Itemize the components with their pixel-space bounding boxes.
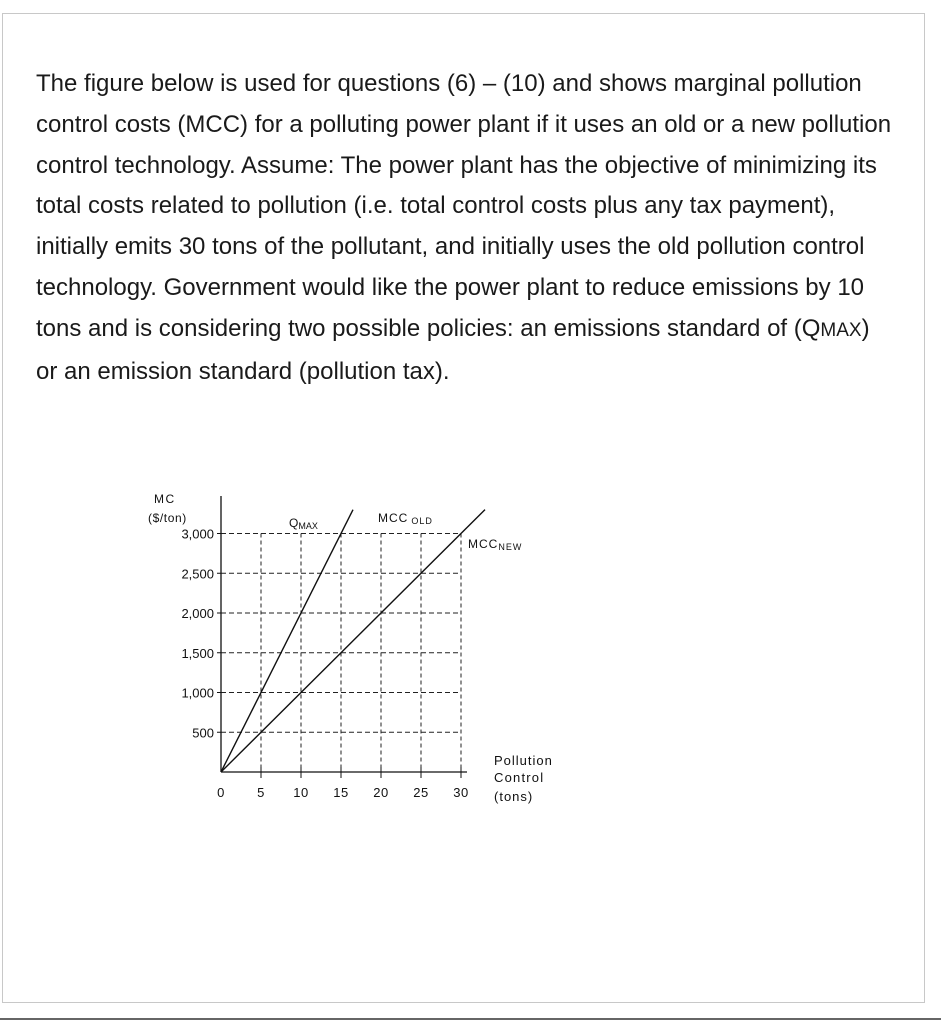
y-tick-label: 1,500 <box>181 645 214 661</box>
x-tick-label: 0 <box>217 785 225 800</box>
x-tick-label: 10 <box>293 785 309 800</box>
qmax-annotation <box>289 516 318 531</box>
bottom-rule <box>0 1018 941 1020</box>
question-main-text: The figure below is used for questions (6) – (10) and shows marginal pollution control costs (MCC) for a polluting power plant if it uses an old or a new pollution control technology. Assume: The power plant has the objective of minimizing its total costs related to pollution (i.e. total control costs plus any tax payment), initially emits 30 tons of the pollutant, and initially uses the old pollution control technology. Government would like the power plant to reduce emissions by 10 tons and is considering two possible policies: an emissions standard of <box>36 70 892 342</box>
chart-ticks <box>181 527 468 801</box>
y-tick-label: 2,500 <box>181 566 214 582</box>
y-axis-label-line2: ($/ton) <box>148 511 187 525</box>
mcc-old-label-sub: OLD <box>411 516 433 526</box>
y-tick-label: 500 <box>192 725 214 741</box>
y-tick-label: 3,000 <box>181 526 214 542</box>
mcc-new-label-sub: NEW <box>498 542 523 552</box>
x-tick-label: 30 <box>453 785 469 800</box>
x-tick-label: 25 <box>413 785 429 800</box>
qmax-annotation-sub: MAX <box>298 521 318 531</box>
y-tick-label: 2,000 <box>181 606 214 621</box>
x-tick-label: 15 <box>333 785 349 800</box>
question-end-text: or an emission standard (pollution tax). <box>36 357 450 385</box>
mcc-new-label <box>468 537 522 552</box>
qmax-annotation-main: Q <box>289 516 299 530</box>
qmax-close: ) <box>861 314 870 342</box>
x-tick-label: 20 <box>373 785 389 800</box>
x-axis-label-line1: Pollution <box>494 753 553 768</box>
x-axis-label-line2: Control <box>494 770 545 785</box>
y-axis-label-line1: MC <box>154 492 176 506</box>
mcc-old-label <box>378 511 433 526</box>
mcc-new-label-main: MCC <box>468 537 499 551</box>
qmax-subscript: MAX <box>820 319 862 341</box>
mcc-old-label-main: MCC <box>378 511 409 525</box>
x-axis-label-line3: (tons) <box>494 789 534 804</box>
x-tick-label: 5 <box>257 785 265 800</box>
y-tick-label: 1,000 <box>181 685 214 701</box>
qmax-open: (Q <box>793 314 821 342</box>
